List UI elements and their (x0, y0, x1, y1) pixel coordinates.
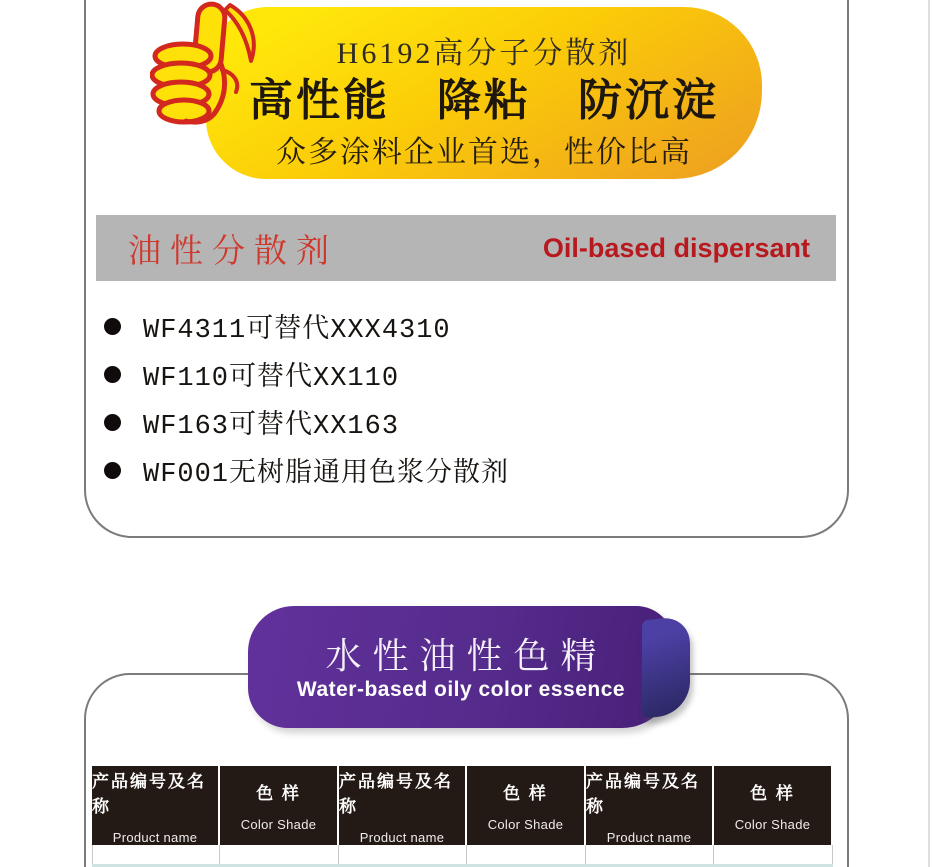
bullet-icon (104, 366, 121, 383)
thumbs-up-icon (150, 0, 262, 128)
header-cell-product-name (339, 766, 465, 845)
list-item-text: WF163可替代XX163 (143, 412, 400, 442)
product-slogan: 高性能 降粘 防沉淀 (249, 76, 719, 125)
page-edge-line (928, 0, 930, 867)
oil-product-list (104, 302, 509, 494)
header-en: Product name (606, 829, 692, 845)
header-en: Product name (359, 829, 445, 845)
header-en: Product name (112, 829, 198, 845)
header-en: Color Shade (240, 817, 317, 832)
header-zh: 产品编号及名称 (339, 771, 453, 816)
list-item (104, 350, 509, 398)
bullet-icon (104, 462, 121, 479)
table-empty-row (92, 845, 833, 864)
header-zh: 色 样 (750, 784, 795, 803)
header-en: Color Shade (734, 817, 811, 832)
product-subtitle: 众多涂料企业首选，性价比高 (276, 136, 692, 169)
list-item-text: WF4311可替代XXX4310 (143, 316, 451, 346)
header-cell-product-name (586, 766, 712, 845)
header-cell-color-shade (220, 766, 337, 845)
list-item (104, 302, 509, 350)
color-essence-banner (248, 606, 674, 728)
list-item (104, 446, 509, 494)
list-item (104, 398, 509, 446)
header-cell-color-shade (714, 766, 831, 845)
list-item-text: WF001无树脂通用色浆分散剂 (143, 460, 510, 490)
header-en: Color Shade (487, 817, 564, 832)
list-item-text: WF110可替代XX110 (143, 364, 400, 394)
header-cell-color-shade (467, 766, 584, 845)
header-zh: 产品编号及名称 (92, 771, 206, 816)
header-zh: 色 样 (503, 784, 548, 803)
essence-heading-en: Water-based oily color essence (296, 678, 626, 701)
header-zh: 产品编号及名称 (586, 771, 700, 816)
product-title: H6192高分子分散剂 (336, 37, 632, 70)
oil-section-header-bar (96, 215, 836, 281)
oil-heading-en: Oil-based dispersant (542, 232, 810, 263)
header-cell-product-name (92, 766, 218, 845)
top-banner (206, 7, 762, 179)
bullet-icon (104, 318, 121, 335)
header-zh: 色 样 (256, 784, 301, 803)
table-header-row (92, 766, 833, 845)
color-table (92, 766, 833, 864)
oil-heading-zh: 油性分散剂 (128, 233, 338, 270)
bullet-icon (104, 414, 121, 431)
essence-heading-zh: 水性油性色精 (325, 636, 608, 676)
